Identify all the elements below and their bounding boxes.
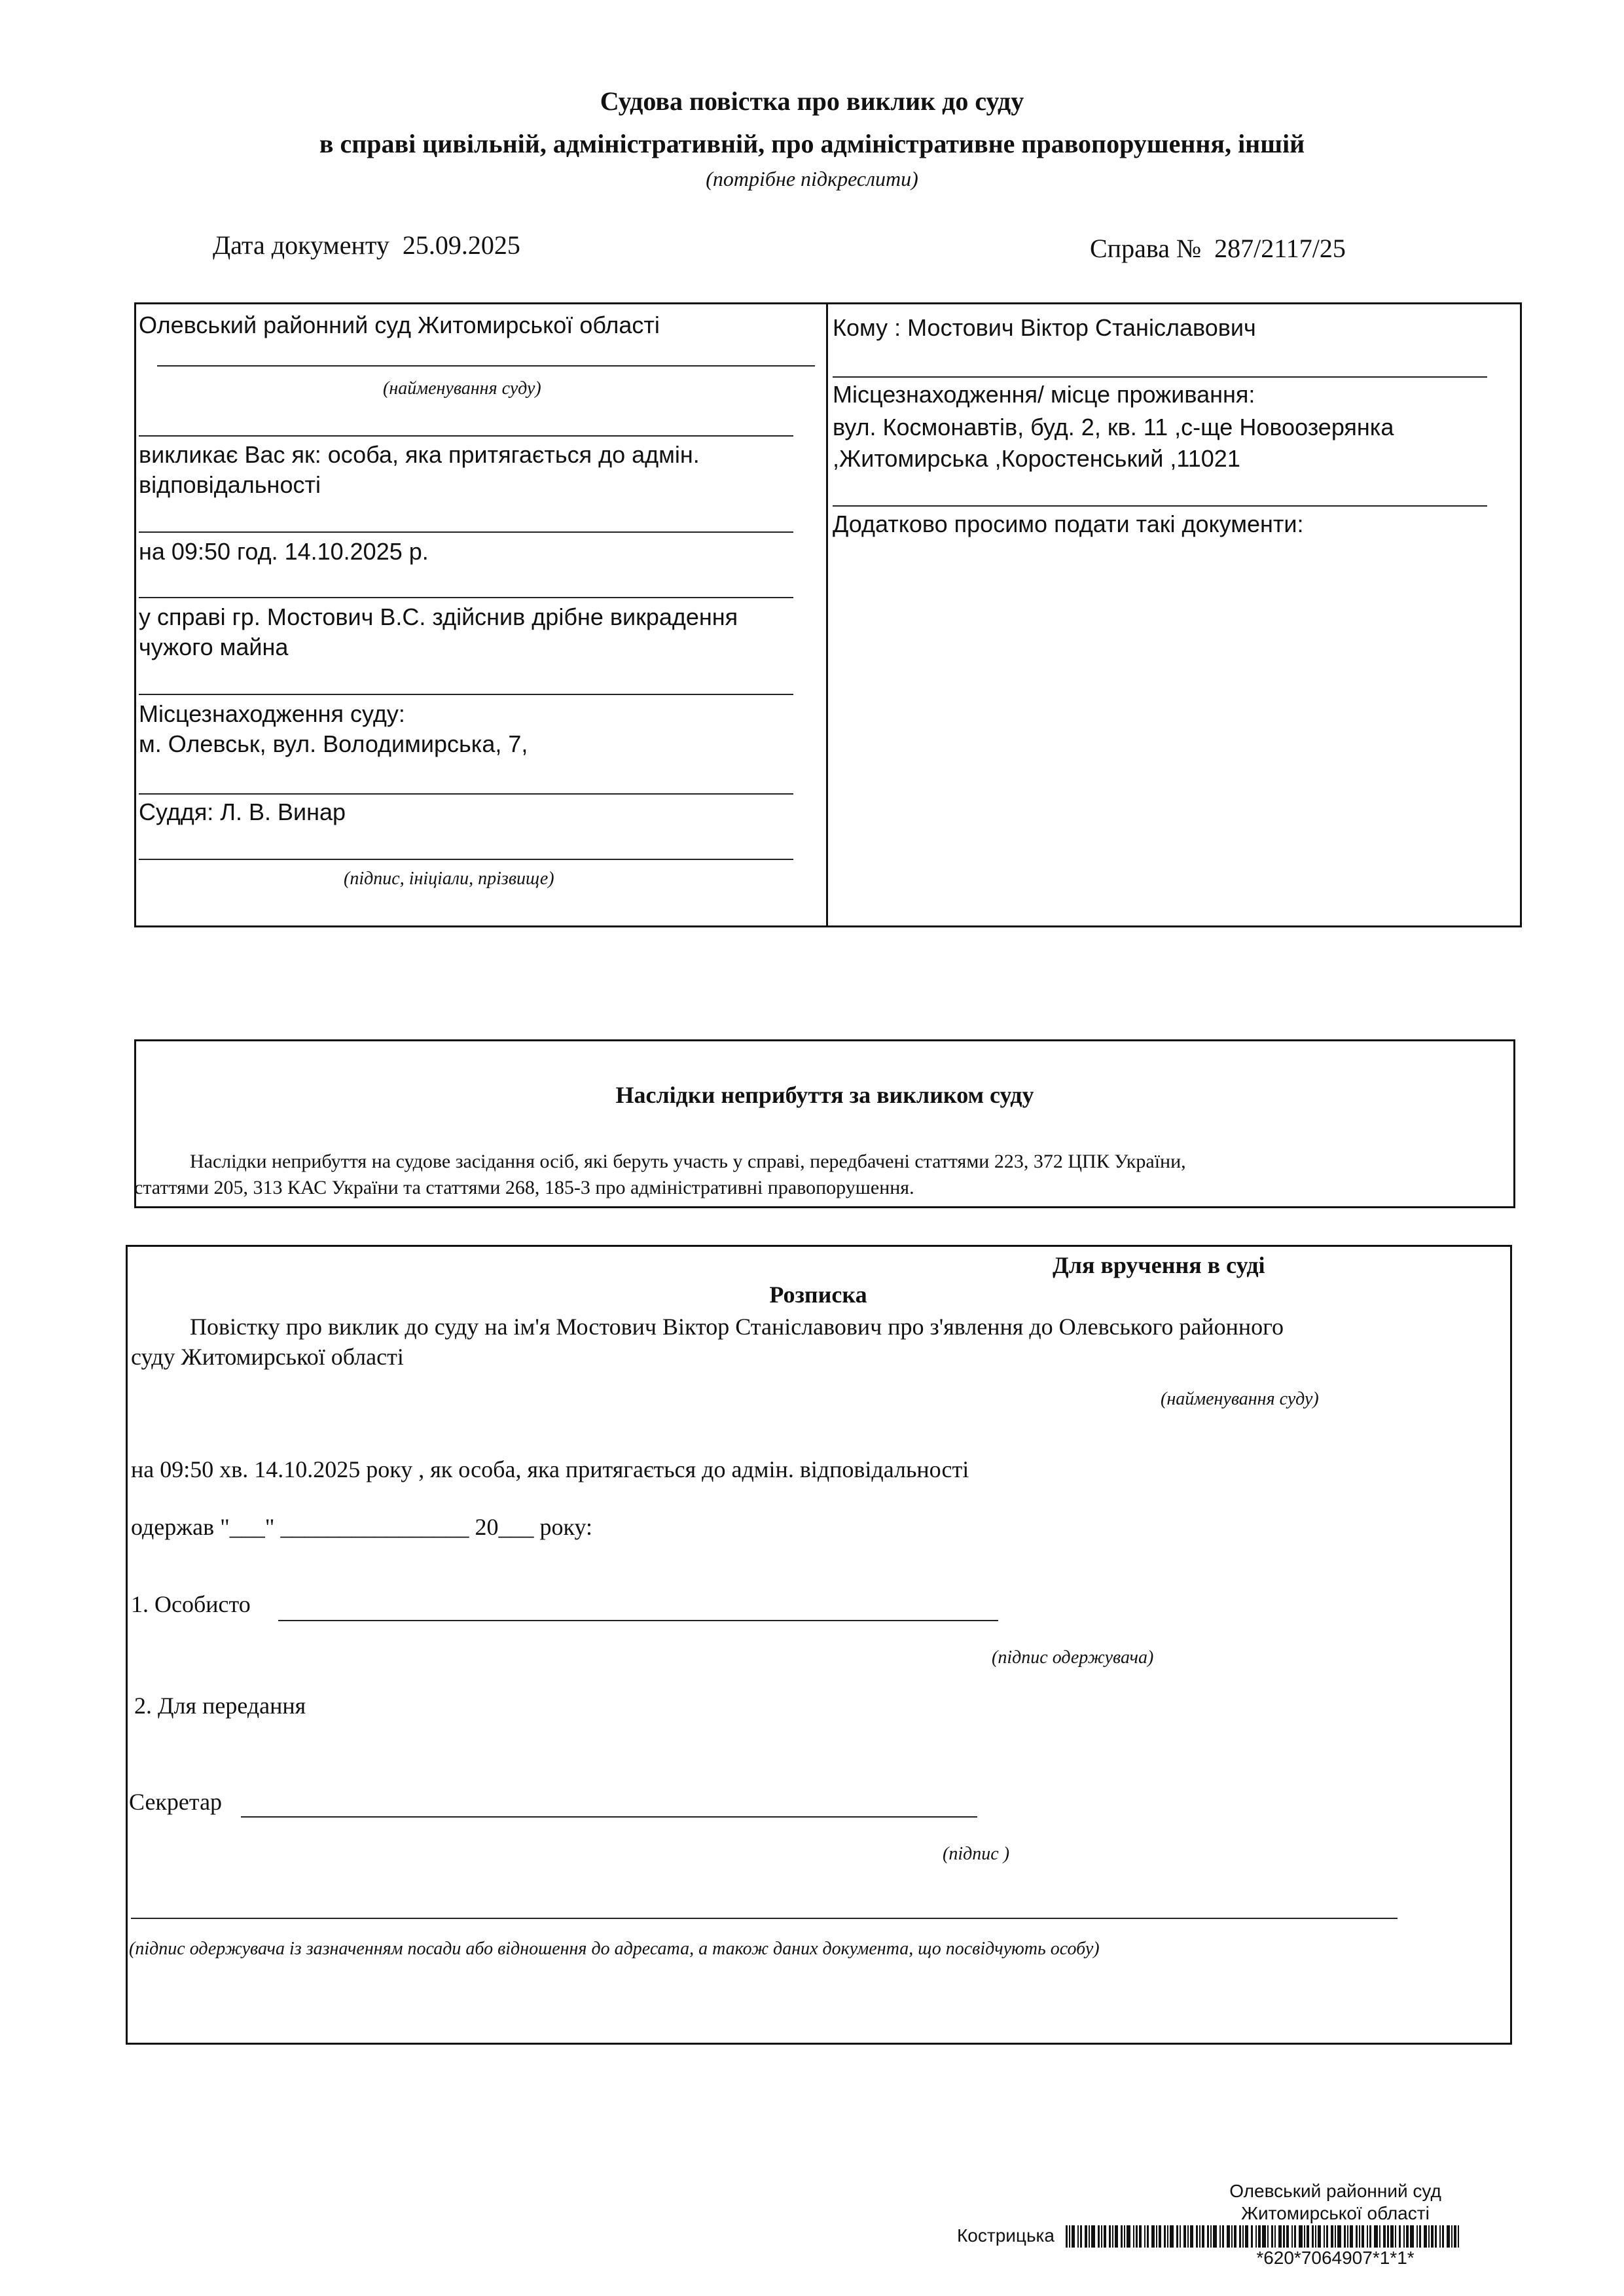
barcode-bar [1098,2225,1100,2248]
divider [139,597,793,598]
barcode-bar [1299,2225,1303,2248]
barcode-bar [1091,2225,1095,2248]
barcode-bar [1127,2225,1130,2248]
barcode-bar [1442,2225,1444,2248]
barcode-bar [1180,2225,1181,2248]
barcode-bar [1112,2225,1113,2248]
barcode-bar [1374,2225,1378,2248]
barcode-bar [1239,2225,1241,2248]
barcode-bar [1190,2225,1193,2248]
secretary-label: Секретар [129,1789,223,1815]
summons-as-line-2: відповідальності [139,471,321,498]
received-line: одержав "___" ________________ 20___ року: [131,1514,593,1540]
barcode-bar [1387,2225,1389,2248]
barcode-bar [1406,2225,1409,2248]
barcode-bar [1183,2225,1186,2248]
barcode-bar [1291,2225,1293,2248]
barcode-bar [1337,2225,1341,2248]
barcode-bar [1207,2225,1209,2248]
barcode-bar [1274,2225,1276,2248]
barcode-bar [1367,2225,1368,2248]
signature-caption: (підпис, ініціали, прізвище) [344,869,554,889]
case-label: Справа № [1090,234,1202,263]
barcode-bar [1187,2225,1189,2248]
barcode-bar [1202,2225,1204,2248]
receipt-time-line: на 09:50 хв. 14.10.2025 року , як особа, яка притягається до адмін. відповідальності [131,1456,969,1482]
receipt-title: Розписка [769,1282,867,1308]
barcode-bar [1362,2225,1364,2248]
court-name: Олевський районний суд Житомирської області [139,312,660,338]
case-number [1090,232,1346,265]
summons-as-line-1: викликає Вас як: особа, яка притягається до адмін. [139,441,700,468]
barcode-bar [1318,2225,1321,2248]
stamp-court-line-2: Житомирської області [1241,2203,1430,2223]
barcode-bar [1435,2225,1437,2248]
barcode-bar [1066,2225,1068,2248]
receipt-line-1: Повістку про виклик до суду на ім'я Мостович Віктор Станіславович про з'явлення до Олевського районного [190,1314,1284,1340]
barcode-bar [1304,2225,1305,2248]
barcode-bar [1439,2225,1441,2248]
barcode-bar [1258,2225,1261,2248]
barcode-bar [1262,2225,1266,2248]
barcode-bar [1159,2225,1161,2248]
title-line-2: в справі цивільній, адміністративній, про адміністративне правопорушення, іншій [319,129,1305,158]
court-caption: (найменування суду) [383,378,541,399]
judge: Суддя: Л. В. Винар [139,798,346,825]
barcode-bar [1196,2225,1198,2248]
address-line-2: ,Житомирська ,Коростенський ,11021 [833,445,1240,472]
barcode-bar [1124,2225,1125,2248]
barcode-bar [1245,2225,1248,2248]
documents-label: Додатково просимо подати такі документи: [833,511,1304,537]
barcode-bar [1213,2225,1217,2248]
barcode-bar [1080,2225,1082,2248]
barcode-bar [1428,2225,1430,2248]
barcode-bar [1403,2225,1405,2248]
for-court-delivery: Для вручення в суді [1053,1252,1265,1278]
barcode-bar [1227,2225,1230,2248]
personally-label: 1. Особисто [131,1591,251,1617]
signature-line [139,859,793,860]
barcode-bar [1167,2225,1168,2248]
barcode-bar [1324,2225,1325,2248]
barcode-bar [1089,2225,1090,2248]
barcode-bar [1278,2225,1282,2248]
barcode-bar [1390,2225,1394,2248]
case-description-line-2: чужого майна [139,634,289,660]
barcode-bar [1395,2225,1396,2248]
barcode-bar [1170,2225,1174,2248]
barcode-bar [1379,2225,1380,2248]
stamp-code: *620*7064907*1*1* [1256,2248,1415,2268]
secretary-signature-line [241,1816,977,1818]
barcode-bar [1104,2225,1106,2248]
stamp-court-line-1: Олевський районний суд [1229,2181,1441,2201]
barcode-bar [1294,2225,1296,2248]
barcode-bar [1431,2225,1434,2248]
barcode-bar [1234,2225,1236,2248]
barcode-bar [1101,2225,1102,2248]
barcode-bar [1151,2225,1155,2248]
divider [833,376,1487,378]
barcode-bar [1458,2225,1459,2248]
court-name-line [157,365,815,367]
barcode-bar [1369,2225,1371,2248]
barcode-bar [1347,2225,1348,2248]
barcode-bar [1156,2225,1157,2248]
hearing-time: на 09:50 год. 14.10.2025 р. [139,538,429,565]
for-transfer-label: 2. Для передання [134,1693,306,1719]
barcode-bar [1199,2225,1200,2248]
barcode-bar [1219,2225,1221,2248]
barcode-bar [1416,2225,1418,2248]
recipient-signature-caption: (підпис одержувача) [992,1647,1154,1668]
divider [139,694,793,695]
consequences-line-1: Наслідки неприбуття на судове засідання осіб, які беруть участь у справі, передбачені статтями 223, 372 ЦПК України, [190,1151,1186,1172]
barcode-bar [1072,2225,1075,2248]
barcode-bar [1147,2225,1149,2248]
case-value: 287/2117/25 [1214,234,1346,263]
barcode-bar [1356,2225,1358,2248]
barcode-bar [1255,2225,1257,2248]
barcode-bar [1307,2225,1309,2248]
recipient-details-line [131,1918,1398,1919]
recipient-details-caption: (підпис одержувача із зазначенням посади або відношення до адресата, а також даних документа, що посвідчують особу) [129,1939,1100,1959]
barcode-bar [1419,2225,1421,2248]
barcode-bar [1315,2225,1316,2248]
barcode-bar [1222,2225,1224,2248]
barcode-bar [1410,2225,1414,2248]
title-note: (потрібне підкреслити) [706,167,918,190]
barcode-bar [1267,2225,1269,2248]
receipt-court-caption: (найменування суду) [1161,1389,1319,1409]
barcode-bar [1069,2225,1070,2248]
court-location-label: Місцезнаходження суду: [139,700,405,727]
barcode-bar [1139,2225,1142,2248]
document-date [213,229,520,262]
barcode-bar [1231,2225,1233,2248]
barcode-bar [1121,2225,1123,2248]
barcode-bar [1109,2225,1111,2248]
case-description-line-1: у справі гр. Мостович В.С. здійснив дрібне викрадення [139,603,738,630]
address-label: Місцезнаходження/ місце проживання: [833,381,1255,408]
secretary-signature-caption: (підпис ) [943,1844,1010,1864]
barcode-bar [1164,2225,1166,2248]
date-value: 25.09.2025 [402,230,520,260]
summons-table-divider [826,302,828,927]
barcode-bar [1399,2225,1401,2248]
barcode-bar [1335,2225,1336,2248]
barcode-bar [1331,2225,1333,2248]
consequences-line-2: статтями 205, 313 КАС України та статтями 268, 185-3 про адміністративні правопорушення. [134,1177,914,1198]
barcode-bar [1136,2225,1138,2248]
barcode [1066,2225,1511,2248]
barcode-bar [1454,2225,1456,2248]
barcode-bar [1286,2225,1289,2248]
barcode-bar [1383,2225,1386,2248]
divider [833,505,1487,507]
barcode-bar [1085,2225,1087,2248]
barcode-bar [1359,2225,1360,2248]
recipient: Кому : Мостович Віктор Станіславович [833,314,1256,341]
barcode-bar [1242,2225,1244,2248]
barcode-bar [1312,2225,1314,2248]
barcode-bar [1115,2225,1118,2248]
barcode-bar [1144,2225,1146,2248]
date-label: Дата документу [213,230,389,260]
stamp-name: Кострицька [957,2225,1055,2246]
title-line-1: Судова повістка про виклик до суду [600,86,1024,116]
barcode-bar [1133,2225,1134,2248]
barcode-bar [1271,2225,1273,2248]
barcode-bar [1210,2225,1212,2248]
divider [139,793,793,795]
barcode-bar [1326,2225,1328,2248]
barcode-bar [1350,2225,1353,2248]
barcode-bar [1251,2225,1253,2248]
address-line-1: вул. Космонавтів, буд. 2, кв. 11 ,с-ще Новоозерянка [833,414,1394,440]
divider [139,435,793,437]
consequences-title: Наслідки неприбуття за викликом суду [615,1082,1034,1108]
court-location-value: м. Олевськ, вул. Володимирська, 7, [139,730,528,757]
personally-signature-line [278,1620,998,1621]
barcode-bar [1424,2225,1427,2248]
divider [139,531,793,533]
barcode-bar [1176,2225,1178,2248]
receipt-line-2: суду Житомирської області [131,1344,404,1370]
barcode-bar [1283,2225,1285,2248]
barcode-bar [1344,2225,1346,2248]
barcode-bar [1451,2225,1453,2248]
barcode-bar [1077,2225,1079,2248]
barcode-bar [1447,2225,1450,2248]
